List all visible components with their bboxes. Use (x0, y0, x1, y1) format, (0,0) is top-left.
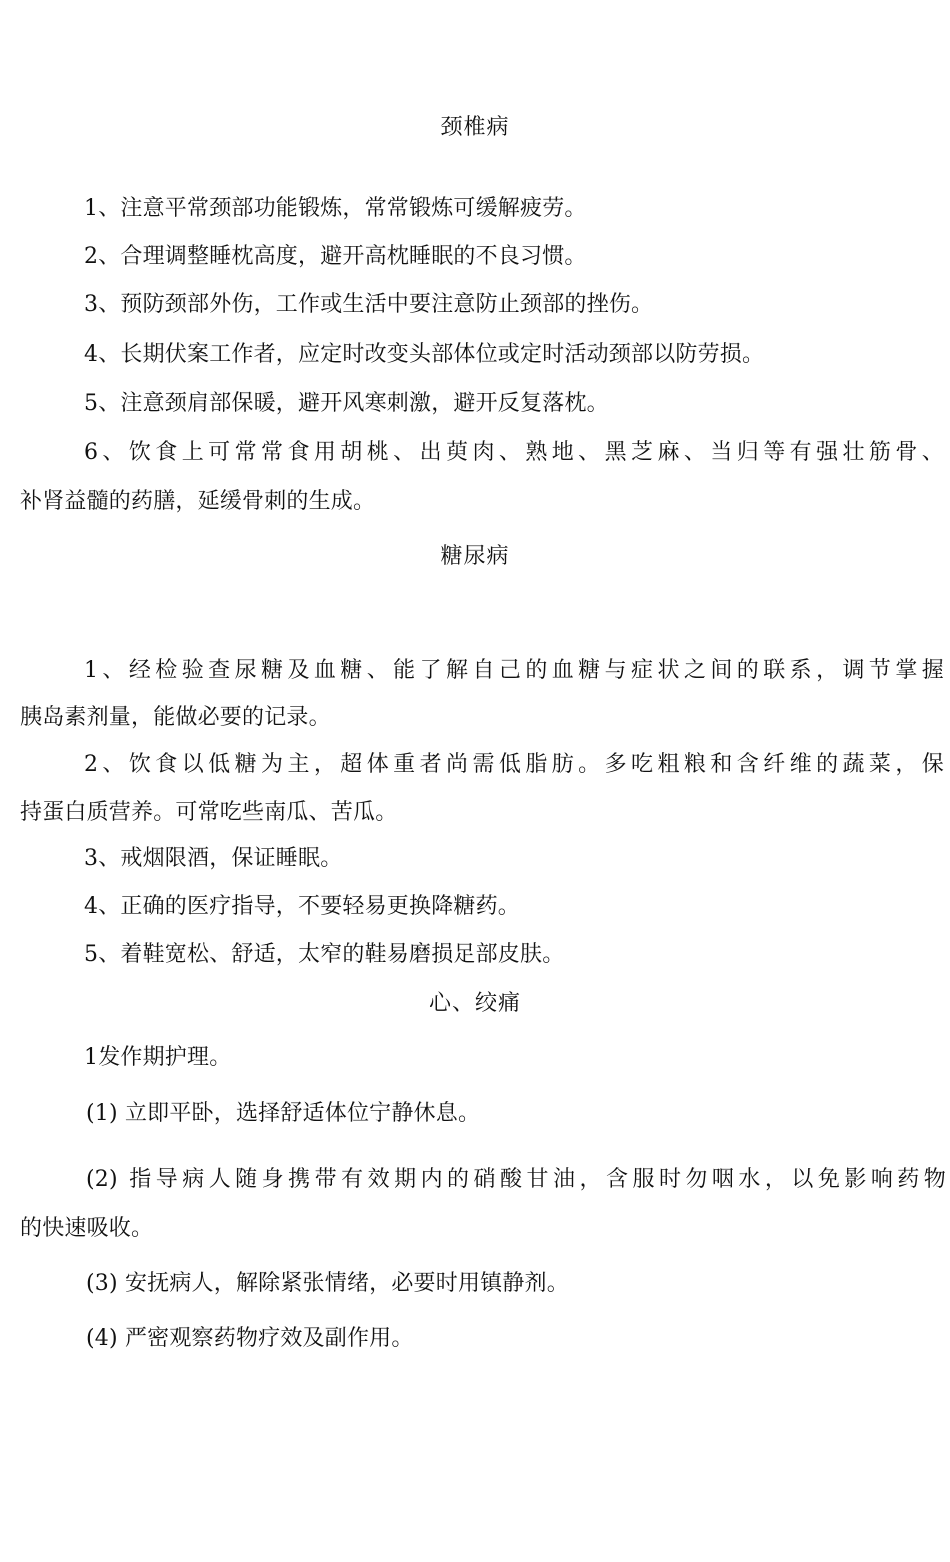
diabetes-item-2-line-2: 持蛋白质营养。可常吃些南瓜、苦瓜。 (20, 800, 398, 825)
section-title-diabetes: 糖尿病 (440, 544, 510, 569)
diabetes-item-2-line-1: 2、饮食以低糖为主，超体重者尚需低脂肪。多吃粗粮和含纤维的蔬菜，保 (84, 752, 944, 777)
diabetes-item-1-line-2: 胰岛素剂量，能做必要的记录。 (20, 705, 331, 730)
diabetes-item-3: 3、戒烟限酒，保证睡眠。 (84, 846, 343, 871)
cervical-item-5: 5、注意颈肩部保暖，避开风寒刺激，避开反复落枕。 (84, 391, 609, 416)
section-title-cervical: 颈椎病 (440, 115, 510, 140)
cervical-item-1: 1、注意平常颈部功能锻炼，常常锻炼可缓解疲劳。 (84, 196, 587, 221)
cervical-item-2: 2、合理调整睡枕高度，避开高枕睡眠的不良习惯。 (84, 244, 587, 269)
diabetes-item-1-line-1: 1、经检验查尿糖及血糖、能了解自己的血糖与症状之间的联系，调节掌握 (84, 658, 944, 683)
section-title-angina: 心、绞痛 (428, 991, 521, 1016)
angina-item-3-line-2: 的快速吸收。 (20, 1216, 154, 1241)
angina-item-5: (4) 严密观察药物疗效及副作用。 (86, 1326, 414, 1351)
angina-item-3-line-1: (2) 指导病人随身携带有效期内的硝酸甘油，含服时勿咽水，以免影响药物 (86, 1167, 946, 1192)
angina-item-2: (1) 立即平卧，选择舒适体位宁静休息。 (86, 1101, 481, 1126)
angina-item-4: (3) 安抚病人，解除紧张情绪，必要时用镇静剂。 (86, 1271, 569, 1296)
cervical-item-6-line-2: 补肾益髓的药膳，延缓骨刺的生成。 (20, 489, 376, 514)
cervical-item-6-line-1: 6、饮食上可常常食用胡桃、出萸肉、熟地、黑芝麻、当归等有强壮筋骨、 (84, 440, 944, 465)
cervical-item-4: 4、长期伏案工作者，应定时改变头部体位或定时活动颈部以防劳损。 (84, 342, 765, 367)
diabetes-item-4: 4、正确的医疗指导，不要轻易更换降糖药。 (84, 894, 520, 919)
cervical-item-3: 3、预防颈部外伤，工作或生活中要注意防止颈部的挫伤。 (84, 292, 654, 317)
diabetes-item-5: 5、着鞋宽松、舒适，太窄的鞋易磨损足部皮肤。 (84, 942, 565, 967)
angina-item-1: 1发作期护理。 (84, 1045, 232, 1070)
